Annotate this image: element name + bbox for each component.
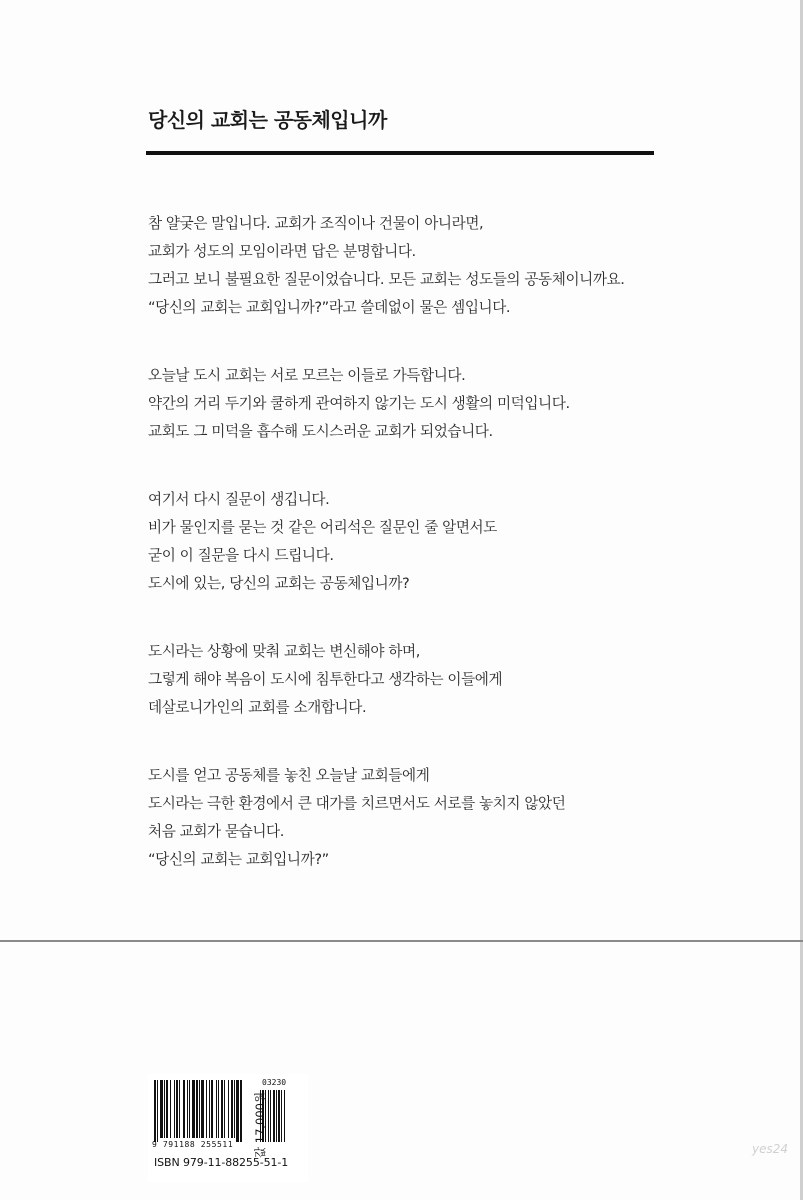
barcode-bar [221, 1080, 223, 1138]
barcode-bar [187, 1080, 188, 1138]
barcode-bar [166, 1080, 168, 1138]
barcode-bar [231, 1080, 233, 1138]
ean-digits: 9 791188 255511 [152, 1140, 234, 1149]
blurb-text [148, 210, 708, 914]
paragraph-1 [148, 210, 708, 322]
barcode-bar [216, 1080, 217, 1138]
barcode-bar [234, 1080, 235, 1138]
barcode-addon-bar [284, 1090, 285, 1142]
isbn-number: ISBN 979-11-88255-51-1 [154, 1156, 289, 1169]
barcode-bar [176, 1080, 178, 1138]
barcode-bar [236, 1080, 239, 1142]
barcode-bar [240, 1080, 242, 1142]
text-line: 약간의 거리 두기와 쿨하게 관여하지 않기는 도시 생활의 미덕입니다. [148, 395, 570, 412]
barcode-bar [192, 1080, 195, 1138]
text-line: 처음 교회가 묻습니다. [148, 823, 284, 840]
barcode-bar [174, 1080, 175, 1138]
watermark: yes24 [752, 1142, 789, 1156]
barcode-bar [183, 1080, 185, 1138]
barcode-addon-bar [276, 1090, 277, 1142]
barcode-bar [201, 1080, 204, 1138]
text-line: 비가 물인지를 묻는 것 같은 어리석은 질문인 줄 알면서도 [148, 519, 497, 536]
barcode-addon-bar [281, 1090, 282, 1142]
barcode-bars [154, 1080, 302, 1142]
text-line: 교회도 그 미덕을 흡수해 도시스러운 교회가 되었습니다. [148, 423, 493, 440]
barcode-addon-bar [270, 1090, 271, 1142]
barcode-addon-bar [273, 1090, 275, 1142]
paragraph-2 [148, 362, 708, 446]
barcode-bar [170, 1080, 171, 1138]
text-line: 도시라는 상황에 맞춰 교회는 변신해야 하며, [148, 643, 420, 660]
text-line: 도시에 있는, 당신의 교회는 공동체입니까? [148, 575, 410, 592]
text-line: 그러고 보니 불필요한 질문이었습니다. 모든 교회는 성도들의 공동체이니까요. [148, 271, 625, 288]
barcode-addon-bar [278, 1090, 280, 1142]
price-label: 값 17,000원 [253, 1091, 267, 1158]
barcode-bar [179, 1080, 180, 1138]
section-divider [0, 940, 803, 942]
isbn-barcode [148, 1074, 308, 1182]
barcode-bar [164, 1080, 165, 1138]
barcode-bar [206, 1080, 207, 1138]
barcode-bar [189, 1080, 190, 1138]
cover-title: 당신의 교회는 공동체입니까 [148, 108, 387, 132]
text-line: 그렇게 해야 복음이 도시에 침투한다고 생각하는 이들에게 [148, 671, 503, 688]
text-line: 여기서 다시 질문이 생깁니다. [148, 491, 330, 508]
text-line: 오늘날 도시 교회는 서로 모르는 이들로 가득합니다. [148, 367, 466, 384]
text-line: 교회가 성도의 모임이라면 답은 분명합니다. [148, 243, 416, 260]
text-line: “당신의 교회는 교회입니까?” [148, 851, 329, 868]
barcode-bar [209, 1080, 210, 1138]
barcode-addon-bar [268, 1090, 269, 1142]
barcode-bar [154, 1080, 156, 1142]
text-line: 참 얄궂은 말입니다. 교회가 조직이나 건물이 아니라면, [148, 215, 484, 232]
paragraph-4 [148, 638, 708, 722]
text-line: 데살로니가인의 교회를 소개합니다. [148, 699, 367, 716]
paragraph-5 [148, 762, 708, 874]
barcode-bar [228, 1080, 229, 1138]
barcode-bar [160, 1080, 163, 1138]
barcode-bar [211, 1080, 213, 1138]
barcode-bar [157, 1080, 158, 1142]
text-line: 도시를 얻고 공동체를 놓친 오늘날 교회들에게 [148, 767, 430, 784]
barcode-bar [224, 1080, 225, 1138]
barcode-bar [218, 1080, 219, 1138]
barcode-bar [199, 1080, 200, 1138]
text-line: “당신의 교회는 교회입니까?”라고 쓸데없이 물은 셈입니다. [148, 299, 511, 316]
title-underline [146, 151, 654, 155]
text-line: 도시라는 극한 환경에서 큰 대가를 치르면서도 서로를 놓치지 않았던 [148, 795, 566, 812]
text-line: 굳이 이 질문을 다시 드립니다. [148, 547, 334, 564]
paragraph-3 [148, 486, 708, 598]
addon-code: 03230 [262, 1078, 287, 1087]
barcode-bar [196, 1080, 198, 1138]
